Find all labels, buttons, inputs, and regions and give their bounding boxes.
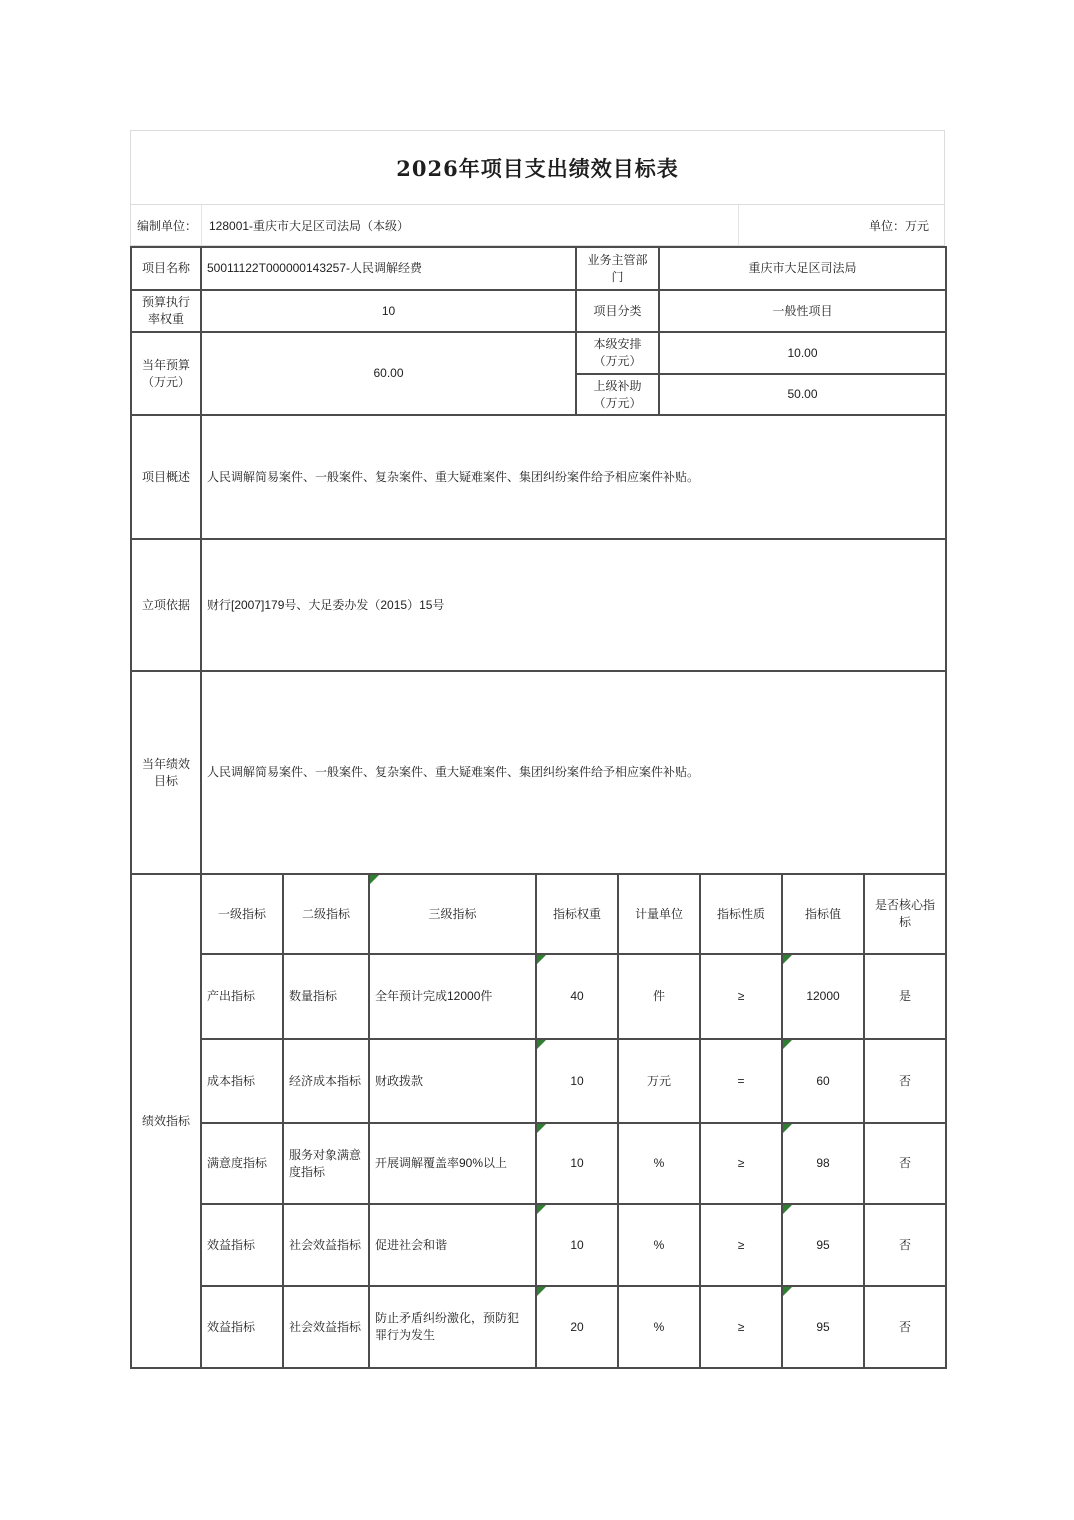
superior-subsidy-value: 50.00 <box>659 374 946 415</box>
indicator-weight <box>536 1204 618 1286</box>
indicator-unit: 万元 <box>618 1039 700 1123</box>
indicator-unit: % <box>618 1286 700 1368</box>
header-weight: 指标权重 <box>536 874 618 954</box>
indicator-level3: 开展调解覆盖率90%以上 <box>369 1123 536 1204</box>
indicator-value <box>782 1286 864 1368</box>
indicator-value <box>782 1123 864 1204</box>
local-budget-label: 本级安排（万元） <box>576 332 659 374</box>
comment-marker-icon <box>537 1287 546 1296</box>
indicator-row <box>131 1039 946 1123</box>
indicator-level3: 财政拨款 <box>369 1039 536 1123</box>
header-level3-text: 三级指标 <box>428 906 477 921</box>
indicator-weight <box>536 1286 618 1368</box>
budget-label: 当年预算（万元） <box>131 332 201 415</box>
page-title: 2026年项目支出绩效目标表 <box>130 130 945 205</box>
indicator-core: 否 <box>864 1204 946 1286</box>
project-info-table <box>130 246 947 875</box>
indicator-value-text: 98 <box>816 1156 830 1171</box>
indicator-weight-text: 10 <box>570 1156 584 1171</box>
prepared-by-label: 编制单位： <box>137 218 198 233</box>
indicator-weight <box>536 954 618 1039</box>
indicator-level2: 社会效益指标 <box>283 1286 369 1368</box>
indicator-weight-text: 20 <box>570 1319 584 1334</box>
basis-value: 财行[2007]179号、大足委办发（2015）15号 <box>201 539 946 671</box>
indicator-nature: ≥ <box>700 954 782 1039</box>
document-page <box>130 130 945 1369</box>
basis-label: 立项依据 <box>131 539 201 671</box>
comment-marker-icon <box>537 1040 546 1049</box>
annual-target-value: 人民调解简易案件、一般案件、复杂案件、重大疑难案件、集团纠纷案件给予相应案件补贴。 <box>201 671 946 874</box>
comment-marker-icon <box>783 1205 792 1214</box>
indicator-value <box>782 954 864 1039</box>
indicator-weight-text: 40 <box>570 989 584 1004</box>
prepared-by-value: 128001-重庆市大足区司法局（本级） <box>201 205 738 245</box>
comment-marker-icon <box>537 1205 546 1214</box>
indicator-level2: 社会效益指标 <box>283 1204 369 1286</box>
annual-target-label: 当年绩效目标 <box>131 671 201 874</box>
header-level1: 一级指标 <box>201 874 283 954</box>
indicator-level3: 全年预计完成12000件 <box>369 954 536 1039</box>
indicator-value-text: 95 <box>816 1237 830 1252</box>
header-meta-row <box>130 205 945 246</box>
dept-value: 重庆市大足区司法局 <box>659 247 946 290</box>
indicator-unit: % <box>618 1204 700 1286</box>
indicator-level1: 满意度指标 <box>201 1123 283 1204</box>
indicator-unit: 件 <box>618 954 700 1039</box>
indicator-nature: = <box>700 1039 782 1123</box>
indicator-nature: ≥ <box>700 1204 782 1286</box>
header-core: 是否核心指标 <box>864 874 946 954</box>
indicator-level2: 经济成本指标 <box>283 1039 369 1123</box>
header-level3 <box>369 874 536 954</box>
indicator-core: 否 <box>864 1123 946 1204</box>
dept-label: 业务主管部门 <box>576 247 659 290</box>
indicator-level1: 效益指标 <box>201 1204 283 1286</box>
header-value: 指标值 <box>782 874 864 954</box>
indicator-core: 是 <box>864 954 946 1039</box>
indicator-weight <box>536 1039 618 1123</box>
comment-marker-icon <box>783 1040 792 1049</box>
indicators-table <box>130 873 947 1369</box>
indicator-value-text: 12000 <box>806 989 840 1004</box>
comment-marker-icon <box>537 1124 546 1133</box>
indicator-level1: 产出指标 <box>201 954 283 1039</box>
indicator-nature: ≥ <box>700 1123 782 1204</box>
comment-marker-icon <box>370 875 379 884</box>
indicator-weight <box>536 1123 618 1204</box>
budget-value: 60.00 <box>201 332 576 415</box>
local-budget-value: 10.00 <box>659 332 946 374</box>
overview-value: 人民调解简易案件、一般案件、复杂案件、重大疑难案件、集团纠纷案件给予相应案件补贴。 <box>201 415 946 539</box>
indicator-weight-text: 10 <box>570 1237 584 1252</box>
comment-marker-icon <box>537 955 546 964</box>
superior-subsidy-label: 上级补助（万元） <box>576 374 659 415</box>
indicator-value-text: 60 <box>816 1073 830 1088</box>
project-name-label: 项目名称 <box>131 247 201 290</box>
comment-marker-icon <box>783 1287 792 1296</box>
category-label: 项目分类 <box>576 290 659 332</box>
comment-marker-icon <box>783 1124 792 1133</box>
indicator-nature: ≥ <box>700 1286 782 1368</box>
indicator-value-text: 95 <box>816 1319 830 1334</box>
indicator-row <box>131 1286 946 1368</box>
header-nature: 指标性质 <box>700 874 782 954</box>
indicator-level3: 促进社会和谐 <box>369 1204 536 1286</box>
indicators-section-label: 绩效指标 <box>131 874 201 1368</box>
indicator-unit: % <box>618 1123 700 1204</box>
indicator-weight-text: 10 <box>570 1073 584 1088</box>
indicator-value <box>782 1204 864 1286</box>
indicator-value <box>782 1039 864 1123</box>
indicator-row <box>131 1204 946 1286</box>
comment-marker-icon <box>783 955 792 964</box>
indicator-level2: 服务对象满意度指标 <box>283 1123 369 1204</box>
indicator-level1: 成本指标 <box>201 1039 283 1123</box>
header-unit: 计量单位 <box>618 874 700 954</box>
exec-rate-value: 10 <box>201 290 576 332</box>
indicator-level2: 数量指标 <box>283 954 369 1039</box>
category-value: 一般性项目 <box>659 290 946 332</box>
indicator-core: 否 <box>864 1286 946 1368</box>
header-level2: 二级指标 <box>283 874 369 954</box>
project-name-value: 50011122T000000143257-人民调解经费 <box>201 247 576 290</box>
indicator-row <box>131 1123 946 1204</box>
currency-note: 单位：万元 <box>738 205 944 245</box>
overview-label: 项目概述 <box>131 415 201 539</box>
indicator-level1: 效益指标 <box>201 1286 283 1368</box>
indicator-core: 否 <box>864 1039 946 1123</box>
indicator-row <box>131 954 946 1039</box>
indicator-level3: 防止矛盾纠纷激化，预防犯罪行为发生 <box>369 1286 536 1368</box>
exec-rate-label: 预算执行率权重 <box>131 290 201 332</box>
